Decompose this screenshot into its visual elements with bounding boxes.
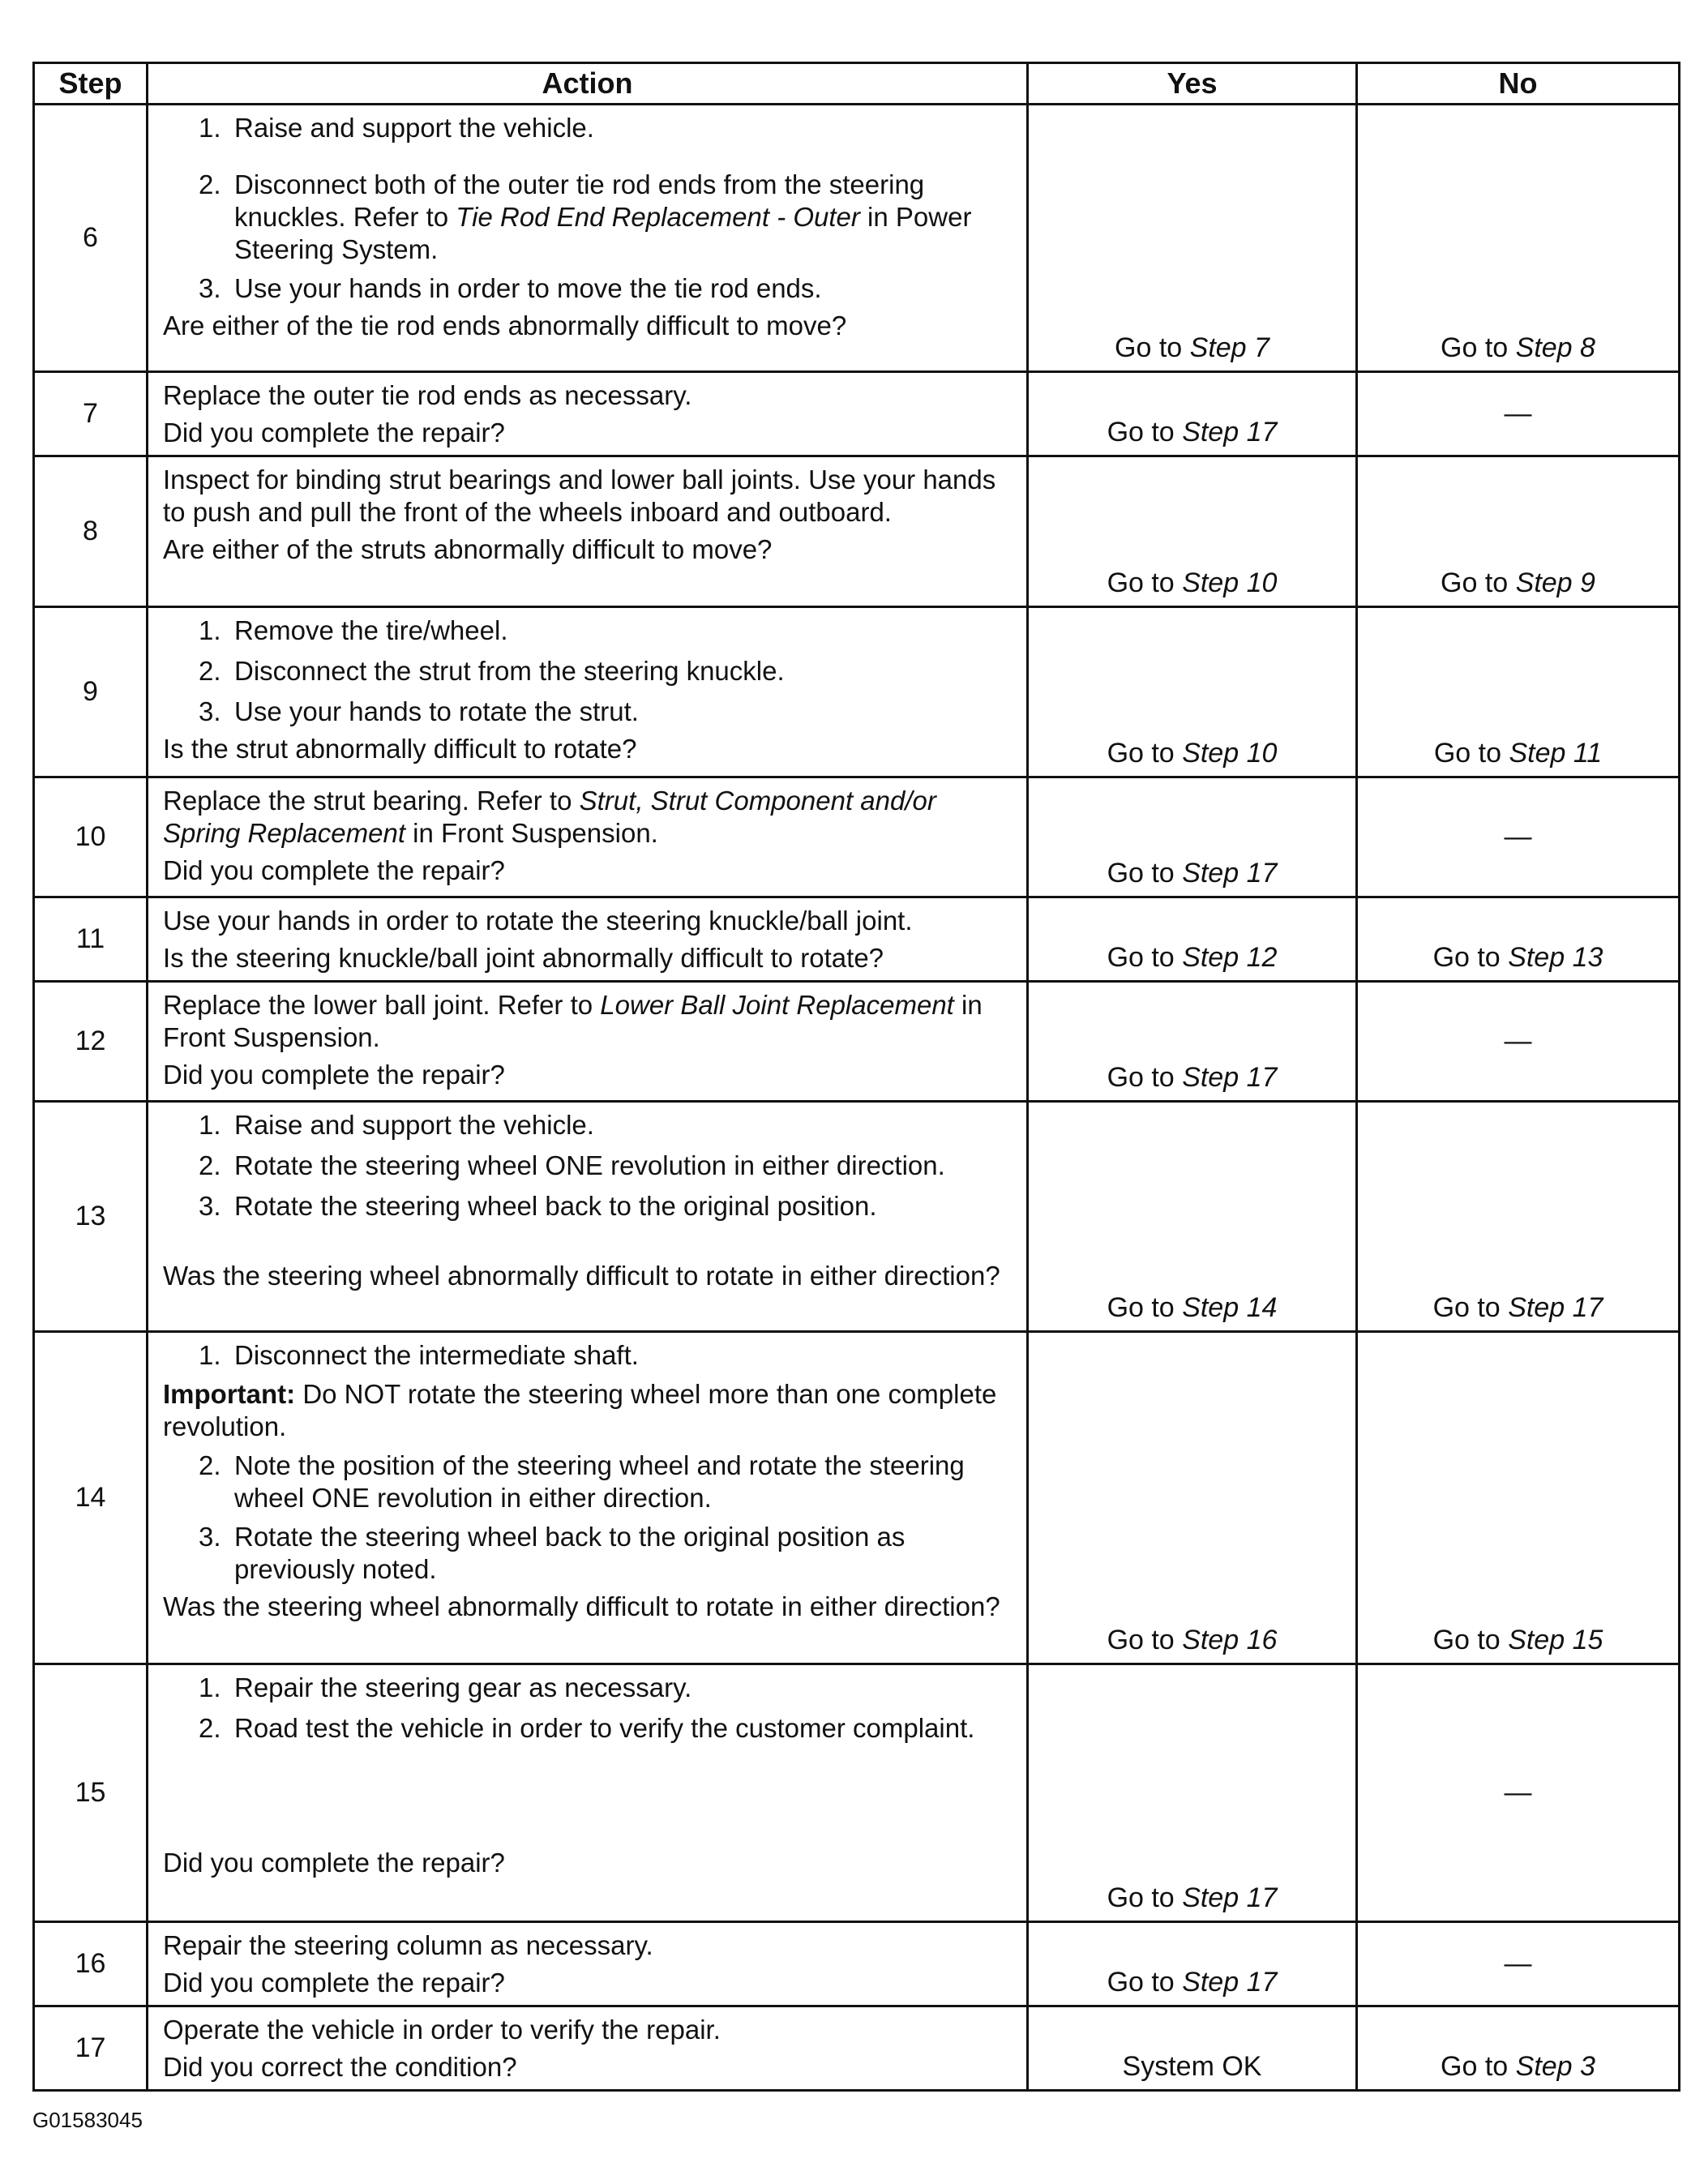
list-item: 1. Disconnect the intermediate shaft. <box>199 1340 639 1370</box>
header-no: No <box>1357 63 1680 105</box>
no-cell: Go to Step 9 <box>1357 456 1680 607</box>
yes-cell: Go to Step 10 <box>1028 456 1357 607</box>
figure-id: G01583045 <box>32 2108 143 2132</box>
yes-cell: Go to Step 17 <box>1028 1922 1357 2006</box>
yes-cell: Go to Step 7 <box>1028 105 1357 372</box>
yes-cell: Go to Step 16 <box>1028 1332 1357 1664</box>
question: Did you correct the condition? <box>163 2052 517 2082</box>
list-item: 2. Road test the vehicle in order to verify the customer complaint. <box>199 1713 975 1743</box>
action-cell: Replace the lower ball joint. Refer to Lower Ball Joint Replacement in Front Suspension. Did you complete the repair? <box>148 982 1028 1102</box>
list-item: 1. Remove the tire/wheel. <box>199 615 508 645</box>
reference-link: Strut, Strut Component and/or Spring Replacement <box>163 786 936 848</box>
yes-cell: Go to Step 14 <box>1028 1102 1357 1332</box>
list-item: 2. Disconnect both of the outer tie rod ends from the steering knuckles. Refer to Tie Rod End Replacement - Outer in Power Steering System. <box>199 169 972 264</box>
list-item: 3. Rotate the steering wheel back to the original position. <box>199 1191 877 1221</box>
no-cell-dash: — <box>1357 777 1680 897</box>
yes-cell: Go to Step 17 <box>1028 982 1357 1102</box>
table-row <box>34 2006 1680 2091</box>
table-row <box>34 372 1680 456</box>
step-number: 17 <box>34 2006 148 2091</box>
table-row <box>34 456 1680 607</box>
step-number: 14 <box>34 1332 148 1664</box>
action-cell <box>148 1332 1028 1664</box>
action-cell: Replace the outer tie rod ends as necessary. Did you complete the repair? <box>148 372 1028 456</box>
header-step: Step <box>34 63 148 105</box>
no-cell: Go to Step 13 <box>1357 897 1680 982</box>
step-number: 9 <box>34 607 148 777</box>
list-item: 1. Raise and support the vehicle. <box>199 113 594 143</box>
action-cell <box>148 607 1028 777</box>
step-number: 7 <box>34 372 148 456</box>
question: Are either of the tie rod ends abnormally difficult to move? <box>163 310 847 340</box>
yes-cell: Go to Step 12 <box>1028 897 1357 982</box>
step-number: 12 <box>34 982 148 1102</box>
action-cell: Replace the strut bearing. Refer to Strut, Strut Component and/or Spring Replacement in Front Suspension. Did you complete the repair? <box>148 777 1028 897</box>
no-cell: Go to Step 15 <box>1357 1332 1680 1664</box>
no-cell: Go to Step 8 <box>1357 105 1680 372</box>
table-row <box>34 1922 1680 2006</box>
action-cell: Inspect for binding strut bearings and lower ball joints. Use your hands to push and pull the front of the wheels inboard and outboard. Are either of the struts abnormally difficult to move? <box>148 456 1028 607</box>
no-cell: Go to Step 3 <box>1357 2006 1680 2091</box>
list-item: 2. Note the position of the steering wheel and rotate the steering wheel ONE revolution in either direction. <box>199 1450 965 1513</box>
table-row <box>34 1332 1680 1664</box>
no-cell-dash: — <box>1357 1922 1680 2006</box>
question: Did you complete the repair? <box>163 1968 505 1998</box>
header-action: Action <box>148 63 1028 105</box>
table-row <box>34 777 1680 897</box>
no-cell-dash: — <box>1357 1664 1680 1922</box>
important-note: Important: Do NOT rotate the steering wheel more than one complete revolution. <box>163 1379 997 1441</box>
question: Is the strut abnormally difficult to rotate? <box>163 734 637 764</box>
action-cell: Repair the steering column as necessary. Did you complete the repair? <box>148 1922 1028 2006</box>
question: Did you complete the repair? <box>163 418 505 448</box>
no-cell-dash: — <box>1357 372 1680 456</box>
step-number: 15 <box>34 1664 148 1922</box>
yes-cell: Go to Step 17 <box>1028 1664 1357 1922</box>
list-item: 3. Use your hands to rotate the strut. <box>199 696 639 726</box>
yes-cell: System OK <box>1028 2006 1357 2091</box>
question: Is the steering knuckle/ball joint abnormally difficult to rotate? <box>163 943 884 973</box>
reference-link: Tie Rod End Replacement - Outer <box>456 202 860 232</box>
header-row <box>34 63 1680 105</box>
header-yes: Yes <box>1028 63 1357 105</box>
table-row <box>34 897 1680 982</box>
action-cell <box>148 105 1028 372</box>
step-number: 11 <box>34 897 148 982</box>
step-number: 6 <box>34 105 148 372</box>
action-cell <box>148 1102 1028 1332</box>
yes-cell: Go to Step 17 <box>1028 777 1357 897</box>
question: Did you complete the repair? <box>163 1060 505 1090</box>
list-item: 2. Disconnect the strut from the steering knuckle. <box>199 656 785 686</box>
list-item: 3. Rotate the steering wheel back to the original position as previously noted. <box>199 1522 906 1584</box>
no-cell: Go to Step 11 <box>1357 607 1680 777</box>
table-row <box>34 607 1680 777</box>
action-cell: Use your hands in order to rotate the steering knuckle/ball joint. Is the steering knuckle/ball joint abnormally difficult to rotate? <box>148 897 1028 982</box>
list-item: 3. Use your hands in order to move the tie rod ends. <box>199 273 822 303</box>
list-item: 1. Raise and support the vehicle. <box>199 1110 594 1140</box>
step-number: 10 <box>34 777 148 897</box>
diagnostic-table <box>32 62 1680 2092</box>
question: Did you complete the repair? <box>163 855 505 885</box>
table-row <box>34 105 1680 372</box>
step-number: 8 <box>34 456 148 607</box>
step-number: 13 <box>34 1102 148 1332</box>
list-item: 2. Rotate the steering wheel ONE revolution in either direction. <box>199 1150 945 1180</box>
action-cell <box>148 1664 1028 1922</box>
question: Did you complete the repair? <box>163 1848 505 1878</box>
action-cell: Operate the vehicle in order to verify the repair. Did you correct the condition? <box>148 2006 1028 2091</box>
step-number: 16 <box>34 1922 148 2006</box>
list-item: 1. Repair the steering gear as necessary. <box>199 1672 692 1702</box>
table-row <box>34 1102 1680 1332</box>
question: Was the steering wheel abnormally difficult to rotate in either direction? <box>163 1591 1000 1621</box>
no-cell-dash: — <box>1357 982 1680 1102</box>
reference-link: Lower Ball Joint Replacement <box>600 990 954 1020</box>
question: Are either of the struts abnormally difficult to move? <box>163 534 773 564</box>
yes-cell: Go to Step 17 <box>1028 372 1357 456</box>
table-row <box>34 982 1680 1102</box>
table-row <box>34 1664 1680 1922</box>
question: Was the steering wheel abnormally difficult to rotate in either direction? <box>163 1261 1000 1291</box>
yes-cell: Go to Step 10 <box>1028 607 1357 777</box>
no-cell: Go to Step 17 <box>1357 1102 1680 1332</box>
